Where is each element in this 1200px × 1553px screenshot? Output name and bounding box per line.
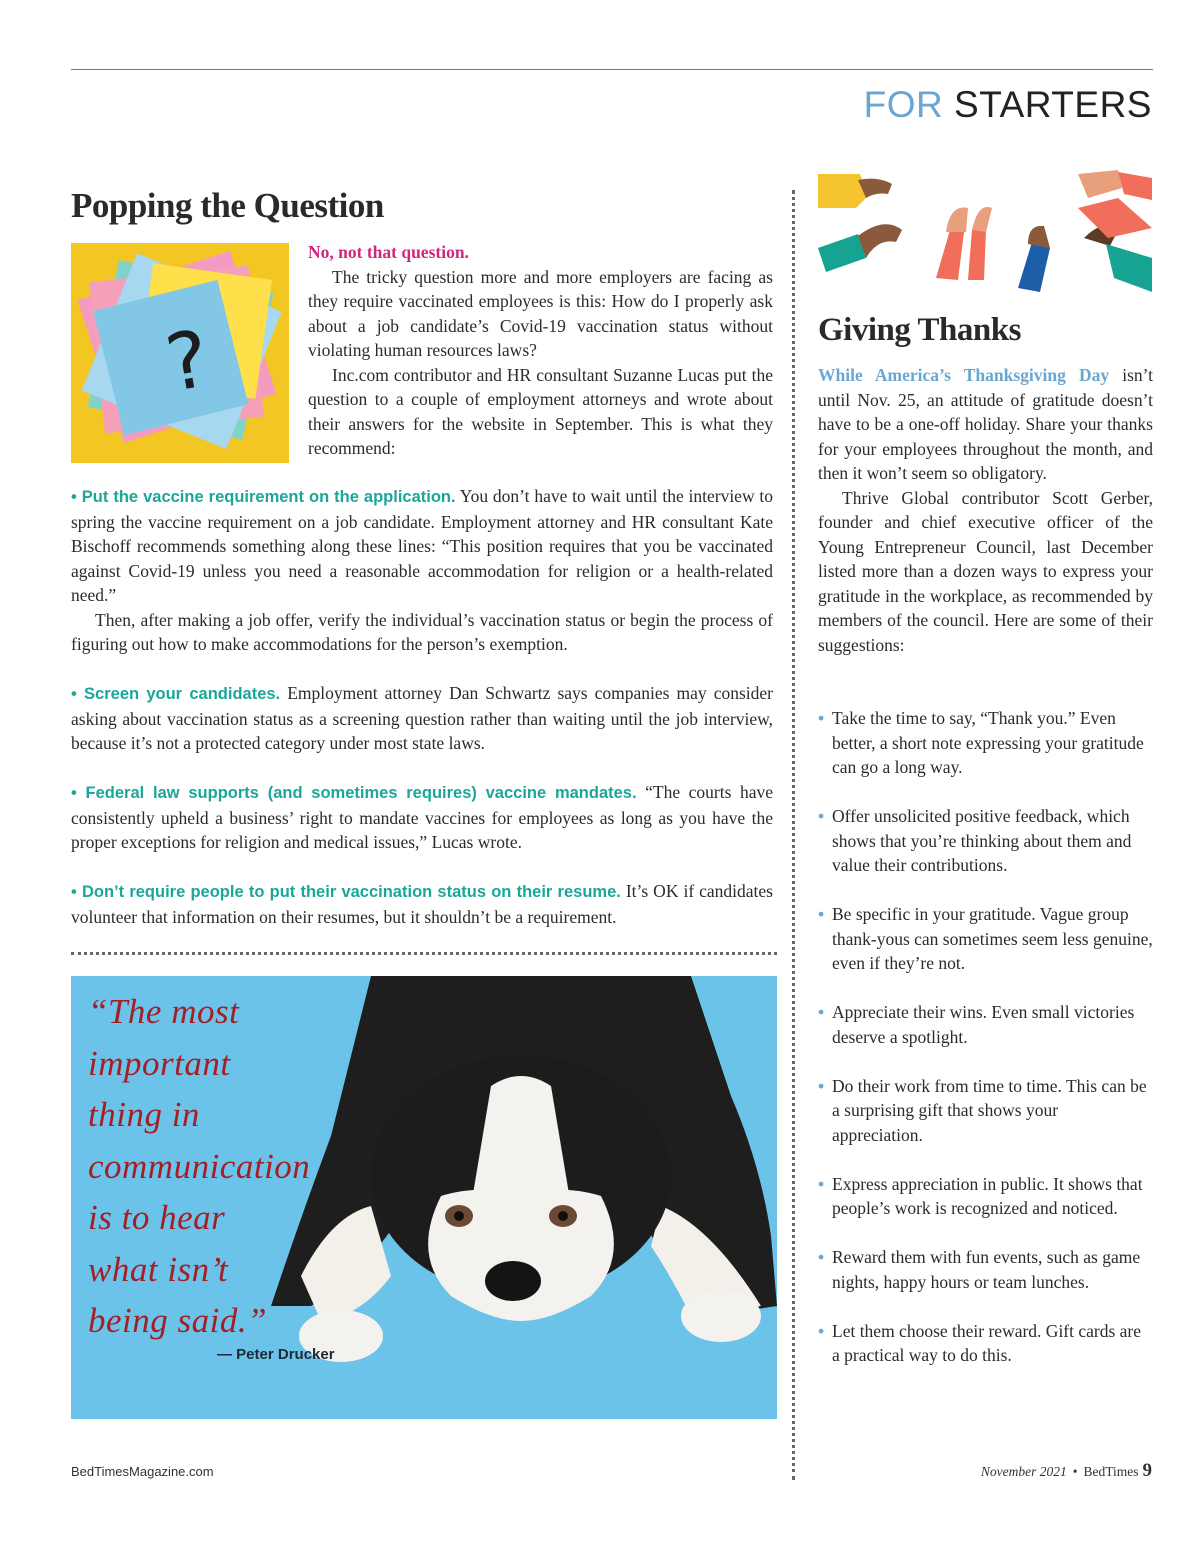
list-item: • Reward them with fun events, such as game nights, happy hours or team lunches.	[818, 1247, 1141, 1292]
sticky-notes-illustration	[71, 243, 289, 463]
tips-list-left	[71, 484, 773, 954]
list-item: • Screen your candidates. Employment attorney Dan Schwartz says companies may consider asking about vaccination status as a screening question rather than waiting until the job interview, because it’s not a protected category under most state laws.	[71, 683, 773, 753]
quote-photo	[71, 976, 777, 1419]
hands-icon	[818, 168, 1152, 292]
list-item: • Let them choose their reward. Gift cards are a practical way to do this.	[818, 1320, 1142, 1365]
list-item: • Do their work from time to time. This can be a surprising gift that shows your appreciation.	[818, 1075, 1147, 1145]
article-title-popping: Popping the Question	[71, 186, 384, 225]
intro-kicker: No, not that question.	[308, 242, 469, 262]
article-title-giving-thanks: Giving Thanks	[818, 312, 1021, 348]
list-item: • Be specific in your gratitude. Vague group thank-yous can sometimes seem less genuine, even if they’re not.	[818, 904, 1153, 973]
dotted-divider-horizontal	[71, 952, 777, 955]
page-number: 9	[1142, 1460, 1152, 1481]
list-item: • Appreciate their wins. Even small victories deserve a spotlight.	[818, 1002, 1135, 1047]
list-item: • Take the time to say, “Thank you.” Even better, a short note expressing your gratitude can go a long way.	[818, 708, 1144, 777]
footer-folio: November 2021 • BedTimes 9	[980, 1460, 1152, 1481]
sticky-notes-photo	[71, 243, 289, 463]
list-item: • Put the vaccine requirement on the application. You don’t have to wait until the interview to spring the vaccine requirement on a job candidate. Employment attorney and HR consultant Kate Bischoff recommends something along these lines: “This position requires that you be vaccinated against Covid-19 unless you need a reasonable accommodation for religion or a health-related need.” Then, after making a job offer, verify the individual’s vaccination status or begin the process of figuring out how to make accommodations for the person’s exemption.	[71, 486, 773, 654]
quote-attribution: — Peter Drucker	[217, 1346, 335, 1363]
intro-paragraph-2: Inc.com contributor and HR consultant Suzanne Lucas put the question to a couple of employment attorneys and wrote about their answers for the website in September. This is what they recommend:	[308, 364, 773, 458]
list-item: • Express appreciation in public. It shows that people’s work is recognized and noticed.	[818, 1173, 1143, 1218]
giving-thanks-paragraph-2: Thrive Global contributor Scott Gerber, founder and chief executive officer of the Young Entrepreneur Council, last December listed more than a dozen ways to express your gratitude in the workplace, as recommended by members of the council. Here are some of their suggestions:	[818, 487, 1153, 655]
tips-list-right	[818, 706, 1153, 1392]
clapping-hands-illustration	[818, 168, 1152, 292]
footer-site: BedTimesMagazine.com	[71, 1464, 214, 1479]
list-item: • Federal law supports (and sometimes requires) vaccine mandates. “The courts have consistently upheld a business’ right to mandate vaccines for employees as long as you have the proper exceptions for religion and medical issues,” Lucas wrote.	[71, 782, 774, 852]
giving-thanks-body	[818, 363, 1153, 657]
list-item: • Don’t require people to put their vaccination status on their resume. It’s OK if candidates volunteer that information on their resumes, but it shouldn’t be a requirement.	[71, 881, 773, 927]
giving-thanks-paragraph-1: While America’s Thanksgiving Day isn’t until Nov. 25, an attitude of gratitude doesn’t have to be a one-off holiday. Share your thanks for your employees throughout the month, and then it won’t seem so obligatory.	[818, 365, 1153, 483]
svg-text:?: ?	[159, 314, 216, 410]
pull-quote: “The most important thing in communication is to hear what isn’t being said.”	[88, 992, 311, 1340]
top-rule	[71, 69, 1153, 70]
dotted-divider-vertical	[792, 190, 795, 1480]
intro-paragraph-1: The tricky question more and more employers are facing as they require vaccinated employees is this: How do I properly ask about a job candidate’s Covid-19 vaccination status without violating human resources laws?	[308, 266, 773, 360]
section-heading: FOR STARTERS	[863, 84, 1152, 125]
intro-text	[308, 240, 773, 461]
list-item: • Offer unsolicited positive feedback, which shows that you’re thinking about them and value their contributions.	[818, 806, 1132, 875]
